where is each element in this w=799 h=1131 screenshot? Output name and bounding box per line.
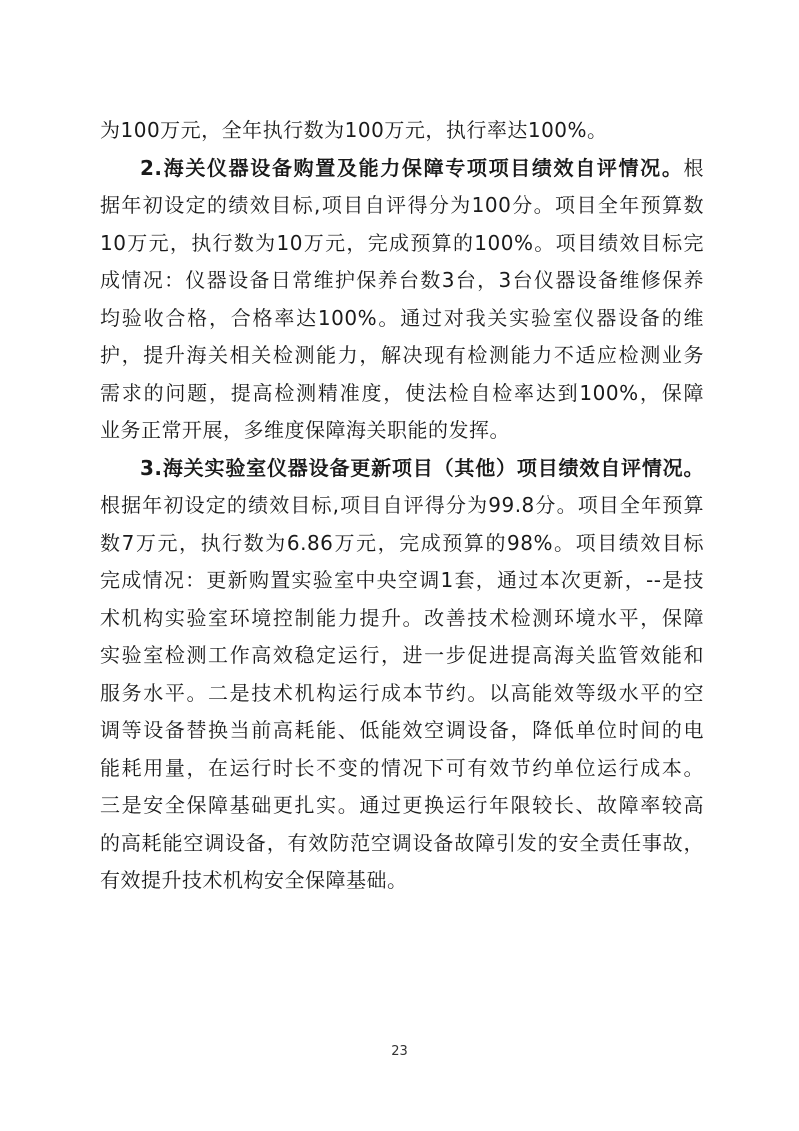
paragraph-3-line-11: 有效提升技术机构安全保障基础。 (100, 868, 408, 892)
paragraph-3-line-1: 根据年初设定的绩效目标,项目自评得分为99.8分。项目全年预算 (100, 493, 704, 517)
paragraph-3-line-2: 数7万元，执行数为6.86万元，完成预算的98%。项目绩效目标 (100, 530, 704, 555)
paragraph-3-line-4: 术机构实验室环境控制能力提升。改善技术检测环境水平，保障 (100, 605, 704, 630)
paragraph-2-line-7: 需求的问题，提高检测精准度，使法检自检率达到100%，保障 (100, 380, 704, 405)
paragraph-2-line-2: 据年初设定的绩效目标,项目自评得分为100分。项目全年预算数 (100, 193, 704, 217)
paragraph-2-line-8: 业务正常开展，多维度保障海关职能的发挥。 (100, 418, 510, 442)
paragraph-2-line-4: 成情况：仪器设备日常维护保养台数3台，3台仪器设备维修保养 (100, 268, 704, 292)
document-body (100, 112, 704, 900)
paragraph-2-line-1 (100, 150, 704, 188)
section-3-heading: 3.海关实验室仪器设备更新项目（其他）项目绩效自评情况。 (140, 455, 704, 480)
paragraph-3-line-10: 的高耗能空调设备，有效防范空调设备故障引发的安全责任事故， (100, 830, 704, 855)
paragraph-3-line-6: 服务水平。二是技术机构运行成本节约。以高能效等级水平的空 (100, 680, 704, 705)
paragraph-3-line-3: 完成情况：更新购置实验室中央空调1套，通过本次更新，--是技 (100, 568, 704, 592)
paragraph-1-line-1: 为100万元，全年执行数为100万元，执行率达100%。 (100, 118, 608, 142)
page-number: 23 (391, 1044, 408, 1059)
paragraph-3-line-9: 三是安全保障基础更扎实。通过更换运行年限较长、故障率较高 (100, 793, 704, 817)
section-2-heading: 2.海关仪器设备购置及能力保障专项项目绩效自评情况。 (140, 155, 684, 180)
paragraph-3-line-5: 实验室检测工作高效稳定运行，进一步促进提高海关监管效能和 (100, 643, 704, 667)
paragraph-3-line-7: 调等设备替换当前高耗能、低能效空调设备，降低单位时间的电 (100, 718, 704, 742)
paragraph-3-line-8: 能耗用量，在运行时长不变的情况下可有效节约单位运行成本。 (100, 755, 704, 780)
section-2-text-start: 根 (683, 155, 704, 180)
paragraph-2-line-6: 护，提升海关相关检测能力，解决现有检测能力不适应检测业务 (100, 343, 704, 367)
paragraph-2-line-3: 10万元，执行数为10万元，完成预算的100%。项目绩效目标完 (100, 230, 704, 255)
paragraph-2-line-5: 均验收合格，合格率达100%。通过对我关实验室仪器设备的维 (100, 305, 704, 330)
